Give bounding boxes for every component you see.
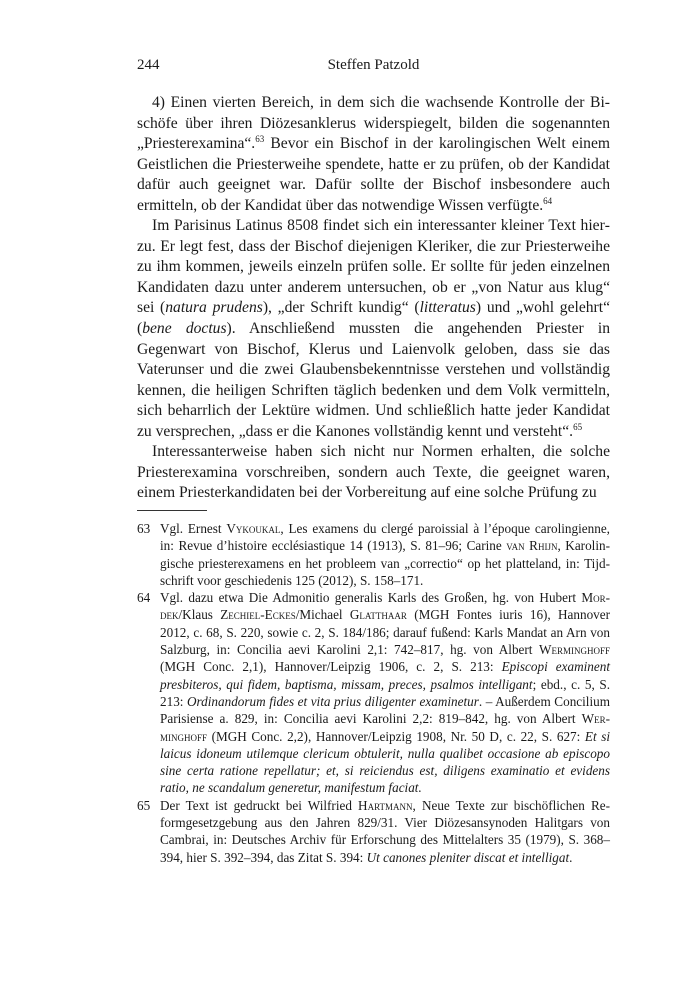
page-number: 244 bbox=[137, 57, 160, 73]
author-surname: Vykoukal bbox=[226, 521, 281, 536]
italic-latin-text: natura prudens bbox=[165, 299, 263, 317]
text-run: (MGH Conc. 2,2), Hannover/Leipzig 1908, Nr. 50 D, c. 22, S. 627: bbox=[207, 728, 585, 744]
text-run: (MGH Conc. 2,1), Hannover/Leipzig 1906, c. 2, S. 213: bbox=[160, 659, 502, 675]
italic-latin-text: Episcopi examinent presbiteros, qui fidem, baptisma, missam, preces, psalmos intelligant bbox=[160, 659, 610, 692]
footnote-separator bbox=[137, 510, 207, 511]
text-run: ; ebd., c. 5, S. 213: bbox=[160, 676, 610, 709]
text-run: ) und „wohl gelehrt“ ( bbox=[137, 299, 610, 338]
body-paragraph bbox=[137, 442, 610, 504]
text-run: ). Anschließend mussten die angehenden Priester in Gegenwart von Bischof, Klerus und Laienvolk geloben, dass sie das Vaterunser und die zwei Glaubensbekenntnisse verstehen und vollständig kennen, die heiligen Schriften täglich bedenken und dem Volk vermitteln, sich beharrlich der Lektüre widmen. Und schließlich hatte jeder Kandidat zu versprechen, „dass er die Kanones vollständig kennt und versteht“. bbox=[137, 320, 610, 440]
text-run: /Michael bbox=[295, 607, 350, 623]
author-surname: Werminghoff bbox=[160, 711, 610, 744]
text-run: Der Text ist gedruckt bei Wilfried bbox=[160, 797, 359, 813]
page-header bbox=[137, 57, 610, 79]
text-run: /Klaus bbox=[178, 607, 221, 623]
author-surname: Zechiel-Eckes bbox=[220, 607, 296, 623]
running-head-author: Steffen Patzold bbox=[327, 57, 420, 73]
text-run: Vgl. Ernest bbox=[160, 521, 227, 536]
author-surname: Glatthaar bbox=[349, 607, 407, 623]
italic-latin-text: Et si laicus idoneum utilemque clericum obtulerit, nulla qualibet occasione ab episcopo sine certa ratione repellatur; et, si reiciendus est, diligens examinatio et evidens ratio, ne scandalum generetur, manifestum faciat. bbox=[160, 728, 610, 796]
text-run: , Les examens du clergé paroissial à l’époque carolingienne, in: Revue d’histoire ecclésiastique 14 (1913), S. 81–96; Carine bbox=[160, 521, 610, 554]
author-surname: Werminghoff bbox=[539, 642, 610, 658]
footnote-number: 65 bbox=[137, 797, 151, 813]
text-run: 4) Einen vierten Bereich, in dem sich die wachsende Kontrolle der Bischöfe über ihren Diözesanklerus widerspiegelt, bilden die sogenannten „Priesterexamina“. bbox=[137, 94, 610, 153]
footnotes bbox=[137, 520, 610, 866]
body-text bbox=[137, 93, 610, 504]
footnote-number: 63 bbox=[137, 521, 151, 536]
text-run: ), „der Schrift kundig“ ( bbox=[262, 299, 420, 317]
italic-latin-text: Ordinandorum fides et vita prius diligenter examinetur bbox=[187, 693, 479, 709]
footnote bbox=[137, 797, 610, 866]
author-surname: Mordek bbox=[160, 590, 610, 623]
text-run: Vgl. dazu etwa Die Admonitio generalis Karls des Großen, hg. von Hubert bbox=[160, 590, 582, 606]
text-run: Im Parisinus Latinus 8508 findet sich ein interessanter kleiner Text hierzu. Er legt fest, dass der Bischof diejenigen Kleriker, die zur Priesterweihe zu ihm kommen, jeweils einzeln prüfen solle. Er sollte für jeden einzelnen Kandidaten dazu unter anderem untersuchen, ob er „von Natur aus klug“ sei ( bbox=[137, 217, 610, 317]
footnote-reference: 63 bbox=[255, 134, 265, 145]
footnote-reference: 65 bbox=[573, 421, 583, 432]
text-run: , Karolingische priesterexamens en het probleem van „correctio“ op het platteland, in: Tijdschrift voor geschiedenis 125 (2012), S. 158–171. bbox=[160, 538, 610, 588]
text-run: , Neue Texte zur bischöflichen Reformgesetzgebung aus den Jahren 829/31. Vier Diözesansynoden Halitgars von Cambrai, in: Deutsches Archiv für Erforschung des Mittelalters 35 (1979), S. 368–394, hier S. 392–394, das Zitat S. 394: bbox=[160, 797, 610, 865]
author-surname: van Rhijn bbox=[506, 538, 558, 554]
footnote-reference: 64 bbox=[543, 195, 553, 206]
text-run: (MGH Fontes iuris 16), Hannover 2012, c. 68, S. 220, sowie c. 2, S. 184/186; darauf fußend: Karls Mandat an Arn von Salzburg, in: Concilia aevi Karolini 2,1: 742–817, hg. von Albert bbox=[160, 607, 611, 658]
author-surname: Hartmann bbox=[358, 797, 413, 813]
italic-latin-text: bene doctus bbox=[142, 320, 227, 338]
text-run: Interessanterweise haben sich nicht nur Normen erhalten, die solche Priesterexamina vorschreiben, sondern auch Texte, die geeignet waren, einem Priesterkandidaten bei der Vorbereitung auf eine solche Prüfung zu bbox=[137, 443, 610, 502]
text-run: Bevor ein Bischof in der karolingischen Welt einem Geistlichen die Priesterweihe spendete, hatte er zu prüfen, ob der Kandidat dafür auch geeignet war. Dafür sollte der Bischof insbesondere auch ermitteln, ob der Kandidat über das notwendige Wissen verfügte. bbox=[137, 135, 610, 214]
footnote-number: 64 bbox=[137, 590, 151, 606]
italic-latin-text: Ut canones pleniter discat et intelligat bbox=[366, 849, 570, 865]
footnote bbox=[137, 589, 610, 797]
text-run: . bbox=[569, 849, 573, 865]
footnote bbox=[137, 520, 610, 589]
body-paragraph bbox=[137, 93, 610, 216]
text-run: . – Außerdem Concilium Parisiense a. 829, in: Concilia aevi Karolini 2,2: 819–842, hg. von Albert bbox=[160, 693, 610, 727]
body-paragraph bbox=[137, 216, 610, 442]
italic-latin-text: litteratus bbox=[419, 299, 476, 317]
